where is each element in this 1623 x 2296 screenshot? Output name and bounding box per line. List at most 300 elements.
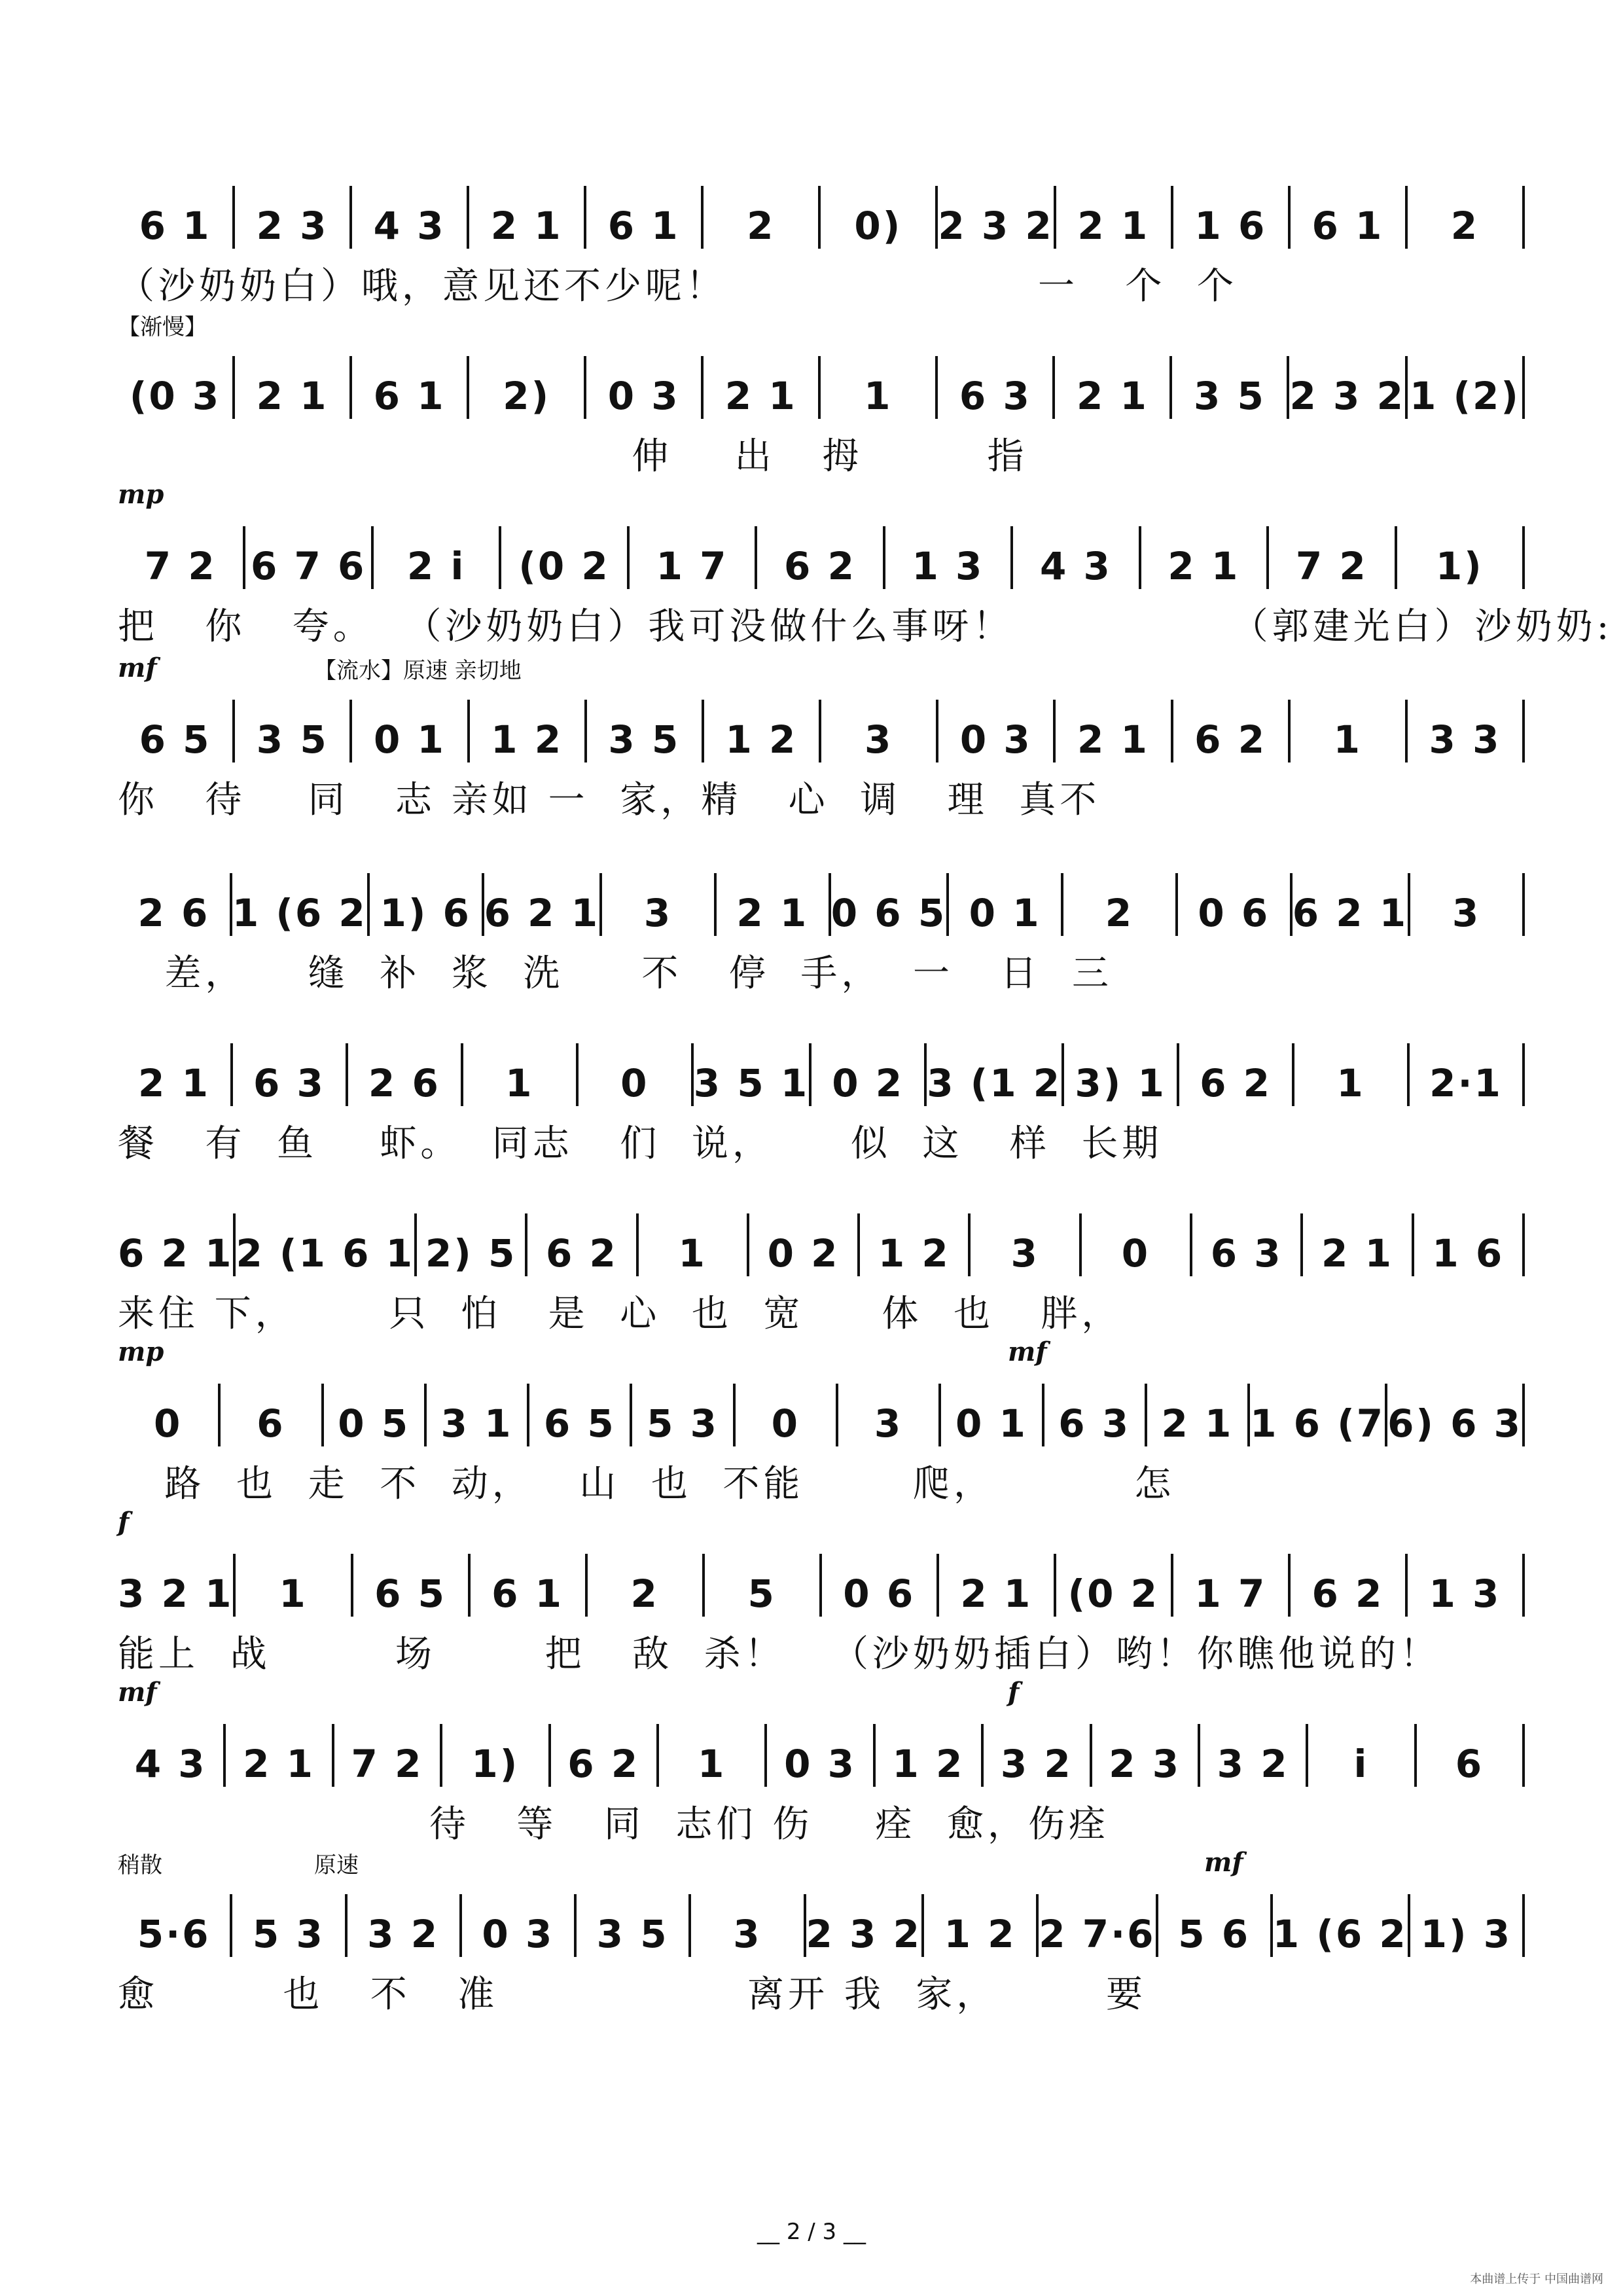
measure: [1056, 183, 1171, 249]
measure: [588, 1551, 702, 1617]
note-group: 6 2 1: [118, 1231, 234, 1276]
measure: [501, 524, 626, 589]
measure: [602, 870, 714, 936]
dynamic-mark: f: [1008, 1677, 1020, 1708]
measure: [118, 1041, 230, 1106]
note-group: 5·6: [137, 1912, 211, 1956]
note-group: 1 6: [1432, 1231, 1505, 1276]
note-group: 2 6: [368, 1061, 440, 1105]
measure: [352, 697, 467, 762]
measure: [1408, 353, 1522, 419]
measure: [463, 1041, 576, 1106]
measure: [1092, 1721, 1198, 1787]
note-group: 4 3: [373, 204, 446, 248]
lyric-line: 愈 也 不 准 离开 我 家， 要: [118, 1973, 1147, 2016]
note-group: 0 6 5: [830, 891, 947, 935]
note-group: 1: [1336, 1061, 1365, 1105]
dynamic-mark: mf: [1008, 1336, 1047, 1367]
measure: [579, 1041, 691, 1106]
note-group: 1 3: [1429, 1571, 1501, 1616]
note-group: 7 2: [1295, 544, 1368, 588]
dynamic-mark: mf: [118, 1677, 157, 1708]
note-group: 0 6: [843, 1571, 916, 1616]
note-group: 6 3: [959, 374, 1031, 418]
bar-line: [1522, 526, 1525, 589]
note-group: (0 2: [1067, 1571, 1160, 1616]
measure: [1173, 1551, 1288, 1617]
note-group: 2 1: [1161, 1401, 1234, 1446]
bar-line: [1522, 1894, 1525, 1957]
measure: [1200, 1721, 1306, 1787]
tempo-mark: 稍散: [118, 1852, 162, 1878]
measure: [551, 1721, 656, 1787]
measure: [1173, 697, 1288, 762]
note-group: 4 3: [134, 1742, 207, 1786]
measure: [860, 1211, 968, 1276]
measure: [767, 1721, 872, 1787]
note-group: 1): [471, 1742, 520, 1786]
note-group: 6 7 6: [250, 544, 366, 588]
note-group: 3 2: [1217, 1742, 1289, 1786]
tempo-mark: 【渐慢】: [118, 314, 207, 340]
lyric-line: 伸 出 拇 指: [118, 435, 1028, 478]
note-group: 0 1: [969, 891, 1041, 935]
measure: [469, 183, 584, 249]
note-group: 0 3: [482, 1912, 554, 1956]
measure: [1387, 1381, 1522, 1446]
measure: [352, 183, 467, 249]
lyric-line: 把 你 夸。 （沙奶奶白）我可没做什么事呀！ （郭建光白）沙奶奶:: [118, 605, 1613, 648]
measure: [1408, 697, 1522, 762]
measure: [949, 870, 1061, 936]
measure: [630, 524, 755, 589]
note-group: 6) 6 3: [1387, 1401, 1523, 1446]
measure: [1173, 183, 1288, 249]
note-group: 0 6: [1198, 891, 1270, 935]
note-group: 3: [874, 1401, 903, 1446]
measure: [118, 697, 232, 762]
measure: [704, 353, 818, 419]
notation-line: [118, 1878, 1525, 1957]
bar-line: [1522, 1043, 1525, 1106]
note-group: 2 7·6: [1039, 1912, 1156, 1956]
note-group: 2 1: [256, 374, 329, 418]
note-group: 3) 1: [1075, 1061, 1166, 1105]
measure: [442, 1721, 548, 1787]
measure: [1408, 183, 1522, 249]
measure: [812, 1041, 924, 1106]
note-group: 7 2: [351, 1742, 423, 1786]
note-group: 2 1: [960, 1571, 1033, 1616]
note-group: 6 5: [543, 1401, 616, 1446]
note-group: 6 3: [1058, 1401, 1131, 1446]
measure: [233, 1041, 346, 1106]
lyric-line: 路 也 走 不 动， 山 也 不能 爬， 怎: [118, 1463, 1175, 1505]
measure: [417, 1211, 525, 1276]
note-group: 3 5: [608, 717, 681, 762]
bar-line: [1522, 873, 1525, 936]
note-group: 3: [1452, 891, 1481, 935]
measure: [831, 870, 946, 936]
measure: [370, 870, 482, 936]
measure: [1408, 1551, 1522, 1617]
note-group: 2 1: [243, 1742, 315, 1786]
note-group: 0 3: [959, 717, 1032, 762]
measure: [838, 1381, 938, 1446]
measure: [469, 353, 584, 419]
dynamic-mark: mf: [118, 653, 157, 683]
score-system: [118, 653, 1525, 854]
measure: [704, 183, 818, 249]
note-group: 3 3: [1429, 717, 1501, 762]
measure: [1293, 870, 1408, 936]
note-group: (0 2: [518, 544, 610, 588]
note-group: 0: [1121, 1231, 1150, 1276]
bar-line: [1522, 356, 1525, 419]
dynamic-mark: mp: [118, 1336, 164, 1367]
note-group: 3: [1010, 1231, 1039, 1276]
note-group: 2: [630, 1571, 659, 1616]
measure: [691, 1892, 803, 1957]
note-group: 3: [733, 1912, 762, 1956]
note-group: 0 2: [767, 1231, 840, 1276]
note-group: 0 1: [955, 1401, 1027, 1446]
measure: [1303, 1211, 1411, 1276]
measure: [639, 1211, 747, 1276]
note-group: 0 3: [607, 374, 680, 418]
measure: [939, 1551, 1054, 1617]
note-group: 0 1: [373, 717, 446, 762]
note-group: 6 2: [1194, 717, 1267, 762]
note-group: 1 2: [491, 717, 563, 762]
measure: [1141, 524, 1266, 589]
measure: [1063, 870, 1175, 936]
score-system: [118, 1507, 1525, 1708]
measure: [717, 870, 829, 936]
bar-line: [1522, 700, 1525, 762]
note-group: 2 3 2: [806, 1912, 921, 1956]
measure: [1273, 1892, 1408, 1957]
measure: [586, 183, 701, 249]
measure: [484, 870, 599, 936]
note-group: 1 2: [944, 1912, 1016, 1956]
notation-line: [118, 170, 1525, 249]
measure: [1417, 1721, 1522, 1787]
note-group: 1 2: [892, 1742, 965, 1786]
measure: [235, 697, 349, 762]
measure: [118, 1381, 218, 1446]
measure: [324, 1381, 424, 1446]
measure: [118, 1551, 233, 1617]
note-group: 1 6 (7: [1250, 1401, 1385, 1446]
measure: [236, 1551, 350, 1617]
note-group: 5 3: [647, 1401, 719, 1446]
dynamic-mark: f: [118, 1507, 130, 1537]
note-group: 0 5: [338, 1401, 410, 1446]
measure: [226, 1721, 331, 1787]
measure: [1147, 1381, 1247, 1446]
note-group: 6 1: [1311, 204, 1384, 248]
note-group: 2·1: [1429, 1061, 1503, 1105]
measure: [971, 1211, 1079, 1276]
score-system: [118, 1198, 1525, 1368]
measure: [821, 697, 936, 762]
notation-line: [118, 511, 1525, 589]
note-group: 6 2: [1311, 1571, 1384, 1616]
measure: [1410, 1892, 1522, 1957]
measure: [1269, 524, 1394, 589]
measure: [118, 870, 230, 936]
note-group: 3: [864, 717, 893, 762]
measure: [1013, 524, 1138, 589]
note-group: 3 5 1: [693, 1061, 810, 1105]
measure: [705, 1551, 819, 1617]
note-group: 7 2: [144, 544, 217, 588]
note-group: 1: [505, 1061, 534, 1105]
lyric-line: 能上 战 场 把 敌 杀！ （沙奶奶插白）哟！你瞧他说的！: [118, 1633, 1441, 1676]
measure: [470, 697, 584, 762]
note-group: 6 2: [1200, 1061, 1272, 1105]
measure: [821, 353, 935, 419]
note-group: 6 2 1: [1292, 891, 1408, 935]
measure: [1055, 353, 1169, 419]
note-group: 2 3: [256, 204, 329, 248]
note-group: 3 2 1: [118, 1571, 234, 1616]
note-group: 2 1: [490, 204, 563, 248]
note-group: 3 2: [1000, 1742, 1073, 1786]
measure: [1294, 1041, 1407, 1106]
measure: [471, 1551, 585, 1617]
tempo-mark: 【流水】原速 亲切地: [314, 658, 522, 684]
measure: [924, 1892, 1036, 1957]
measure: [821, 183, 935, 249]
note-group: 2 3: [1109, 1742, 1181, 1786]
note-group: 2: [747, 204, 776, 248]
measure: [118, 1721, 223, 1787]
score-system: [118, 857, 1525, 1028]
note-group: 0: [771, 1401, 800, 1446]
dynamic-mark: mp: [118, 479, 164, 510]
measure: [938, 183, 1053, 249]
note-group: 2) 5: [425, 1231, 517, 1276]
measure: [1291, 697, 1405, 762]
note-group: 1 3: [912, 544, 984, 588]
measure: [694, 1041, 809, 1106]
bar-line: [1522, 1384, 1525, 1446]
note-group: 6: [1455, 1742, 1484, 1786]
measure: [118, 524, 243, 589]
note-group: 0 3: [784, 1742, 856, 1786]
note-group: 1) 3: [1420, 1912, 1512, 1956]
measure: [527, 1211, 635, 1276]
note-group: 2 6: [137, 891, 210, 935]
measure: [1179, 1041, 1292, 1106]
measure: [587, 697, 702, 762]
note-group: 1): [1435, 544, 1484, 588]
note-group: 2: [1450, 204, 1480, 248]
measure: [938, 353, 1052, 419]
note-group: 2 1: [1077, 204, 1150, 248]
measure: [577, 1892, 688, 1957]
measure: [221, 1381, 321, 1446]
note-group: 5: [747, 1571, 776, 1616]
lyric-line: 待 等 同 志们 伤 痊 愈，伤痊: [118, 1803, 1110, 1846]
note-group: 2 3 2: [938, 204, 1054, 248]
note-group: 1: [864, 374, 893, 418]
measure: [118, 1211, 233, 1276]
lyric-line: 餐 有 鱼 虾。 同志 们 说， 似 这 样 长期: [118, 1122, 1163, 1165]
measure: [348, 1041, 461, 1106]
measure: [1064, 1041, 1177, 1106]
measure: [235, 353, 349, 419]
note-group: 2 1: [1076, 374, 1149, 418]
measure: [245, 524, 370, 589]
note-group: 6: [257, 1401, 285, 1446]
lyric-line: 你 待 同 志 亲如 一 家，精 心 调 理 真不: [118, 779, 1101, 821]
note-group: 4 3: [1039, 544, 1112, 588]
measure: [462, 1892, 574, 1957]
measure: [749, 1211, 857, 1276]
note-group: 2 (1 6 1: [236, 1231, 414, 1276]
note-group: 1 (6 2: [232, 891, 367, 935]
note-group: 6 5: [374, 1571, 446, 1616]
note-group: 1 6: [1194, 204, 1267, 248]
tempo-mark: 原速: [314, 1852, 359, 1878]
measure: [118, 183, 232, 249]
note-group: 2 1: [724, 374, 797, 418]
notation-line: [118, 1028, 1525, 1106]
measure: [1410, 870, 1522, 936]
note-group: 2: [1105, 891, 1134, 935]
bar-line: [1522, 1554, 1525, 1617]
bar-line: [1522, 186, 1525, 249]
measure: [885, 524, 1010, 589]
lyric-line: 来住 下， 只 怕 是 心 也 宽 体 也 胖，: [118, 1293, 1122, 1335]
notation-line: [118, 1538, 1525, 1617]
measure: [427, 1381, 527, 1446]
score-system: [118, 1847, 1525, 2049]
measure: [927, 1041, 1061, 1106]
measure: [232, 870, 367, 936]
note-group: 1 2: [725, 717, 798, 762]
measure: [1044, 1381, 1145, 1446]
notation-line: [118, 1708, 1525, 1787]
measure: [352, 353, 467, 419]
lyric-line: 差， 缝 补 浆 洗 不 停 手， 一 日 三: [118, 952, 1113, 995]
measure: [1039, 1892, 1155, 1957]
note-group: 6 2 1: [484, 891, 600, 935]
note-group: 0): [854, 204, 902, 248]
measure: [822, 1551, 936, 1617]
note-group: 2 1: [736, 891, 809, 935]
measure: [632, 1381, 732, 1446]
measure: [876, 1721, 981, 1787]
watermark: 本曲谱上传于 中国曲谱网: [1470, 2272, 1603, 2286]
score-system: [118, 1336, 1525, 1538]
note-group: 3 2: [367, 1912, 440, 1956]
note-group: 0 2: [832, 1061, 904, 1105]
measure: [1158, 1892, 1270, 1957]
score-system: [118, 314, 1525, 511]
note-group: (0 3: [129, 374, 221, 418]
measure: [1410, 1041, 1522, 1106]
note-group: 1 (6 2: [1272, 1912, 1408, 1956]
note-group: 2 1: [1321, 1231, 1393, 1276]
note-group: 6 1: [139, 204, 211, 248]
note-group: 6 2: [545, 1231, 618, 1276]
measure: [1250, 1381, 1385, 1446]
note-group: 6 3: [253, 1061, 325, 1105]
measure: [659, 1721, 764, 1787]
bar-line: [1522, 1213, 1525, 1276]
note-group: 6 2: [567, 1742, 640, 1786]
note-group: 5 6: [1178, 1912, 1251, 1956]
note-group: 6 1: [373, 374, 446, 418]
note-group: 0: [153, 1401, 183, 1446]
note-group: 6 1: [491, 1571, 564, 1616]
measure: [1178, 870, 1290, 936]
note-group: 3 (1 2: [927, 1061, 1062, 1105]
measure: [235, 183, 349, 249]
note-group: 6 1: [607, 204, 680, 248]
note-group: 3 5: [256, 717, 329, 762]
measure: [1308, 1721, 1414, 1787]
note-group: 1 7: [1194, 1571, 1267, 1616]
measure: [1291, 1551, 1405, 1617]
note-group: 0: [620, 1061, 649, 1105]
note-group: 3 1: [440, 1401, 513, 1446]
note-group: 6 2: [784, 544, 856, 588]
notation-line: [118, 857, 1525, 936]
lyric-line: （沙奶奶白）哦，意见还不少呢！ 一 个 个: [118, 265, 1238, 308]
measure: [348, 1892, 459, 1957]
measure: [1414, 1211, 1522, 1276]
page-number: __ 2 / 3 __: [757, 2219, 866, 2245]
score-system: [118, 170, 1525, 340]
notation-line: [118, 684, 1525, 762]
measure: [1172, 353, 1287, 419]
note-group: 6 5: [139, 717, 211, 762]
measure: [1291, 183, 1405, 249]
note-group: 1 (2): [1410, 374, 1520, 418]
measure: [806, 1892, 921, 1957]
note-group: 1: [279, 1571, 308, 1616]
note-group: 6 3: [1210, 1231, 1283, 1276]
note-group: 2 1: [138, 1061, 210, 1105]
note-group: 1) 6: [380, 891, 471, 935]
measure: [118, 1892, 230, 1957]
measure: [984, 1721, 1089, 1787]
notation-line: [118, 1198, 1525, 1276]
notation-line: [118, 1368, 1525, 1446]
measure: [1397, 524, 1522, 589]
measure: [1056, 1551, 1171, 1617]
note-group: 2 1: [1077, 717, 1149, 762]
measure: [1192, 1211, 1300, 1276]
measure: [353, 1551, 468, 1617]
note-group: 1: [678, 1231, 707, 1276]
measure: [586, 353, 701, 419]
dynamic-mark: mf: [1204, 1847, 1243, 1878]
note-group: 1: [1333, 717, 1362, 762]
notation-line: [118, 340, 1525, 419]
measure: [941, 1381, 1041, 1446]
measure: [736, 1381, 836, 1446]
measure: [118, 353, 232, 419]
note-group: 2): [503, 374, 551, 418]
note-group: 1: [697, 1742, 726, 1786]
score-system: [118, 1028, 1525, 1198]
